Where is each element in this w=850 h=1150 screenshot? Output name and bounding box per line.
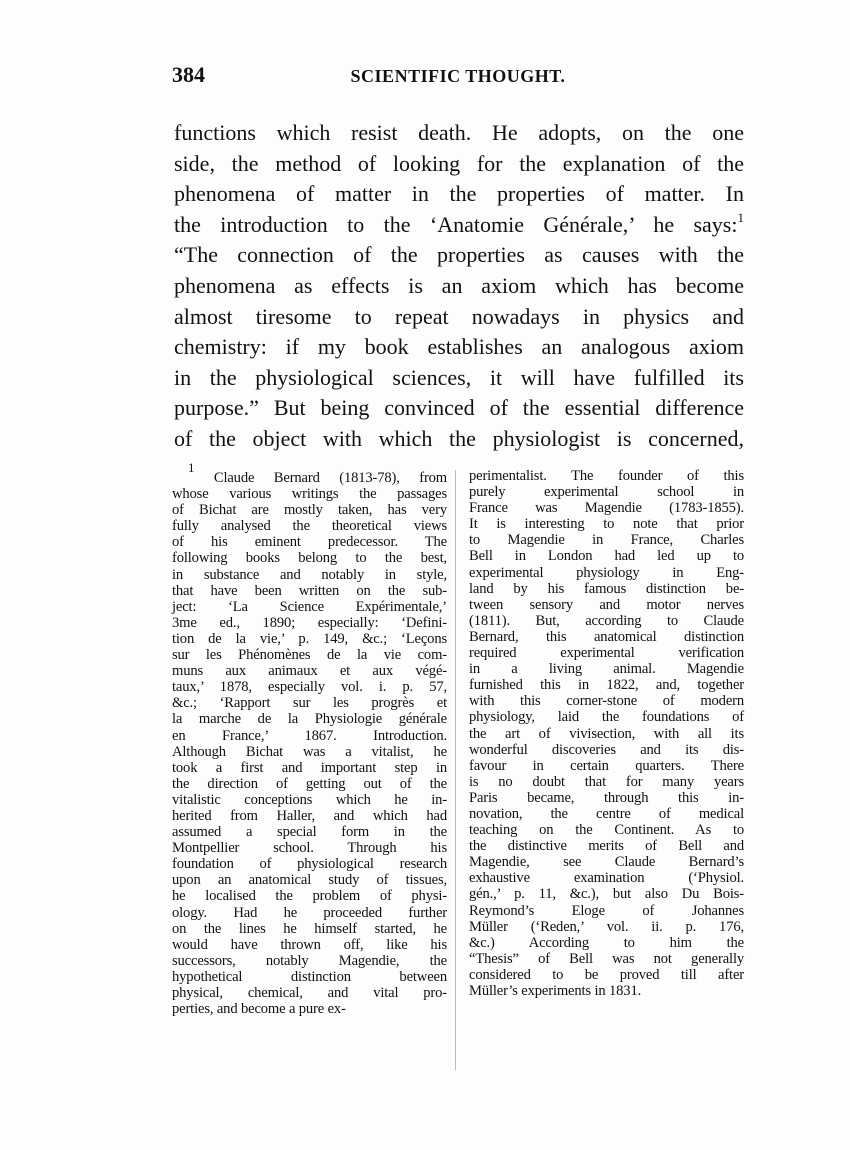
- body-line-with-footnote-ref: [174, 210, 744, 241]
- footnote-line: novation, the centre of medical: [469, 805, 744, 822]
- footnote-line: “Thesis” of Bell was not generally: [469, 950, 744, 967]
- footnote-line: perimentalist. The founder of this: [469, 468, 744, 484]
- running-head: SCIENTIFIC THOUGHT.: [350, 66, 566, 86]
- footnote-line: favour in certain quarters. There: [469, 757, 744, 774]
- footnote-line: &c.) According to him the: [469, 934, 744, 951]
- body-line: functions which resist death. He adopts, on the one: [174, 120, 744, 145]
- footnote-line: France was Magendie (1783-1855).: [469, 500, 744, 517]
- footnote-line: wonderful discoveries and its dis-: [469, 741, 744, 758]
- footnote-line: assumed a special form in the: [172, 824, 447, 841]
- footnote-line: &c.; ‘Rapport sur les progrès et: [172, 695, 447, 712]
- footnote-line: sur les Phénomènes de la vie com-: [172, 647, 447, 664]
- footnote-line: fully analysed the theoretical views: [172, 518, 447, 535]
- footnote-line: furnished this in 1822, and, together: [469, 677, 744, 694]
- footnote-line: whose various writings the passages: [172, 486, 447, 503]
- footnote-line: (1811). But, according to Claude: [469, 612, 744, 629]
- footnote-line: following books belong to the best,: [172, 550, 447, 567]
- body-line: the introduction to the ‘Anatomie Générale,’ he says:: [174, 211, 738, 237]
- footnote-line: 3me ed., 1890; especially: ‘Defini-: [172, 614, 447, 631]
- footnote-line: to Magendie in France, Charles: [469, 532, 744, 549]
- footnote-line: Montpellier school. Through his: [172, 840, 447, 857]
- footnote-line: physical, chemical, and vital pro-: [172, 985, 447, 1001]
- footnote-line: of Bichat are mostly taken, has very: [172, 502, 447, 519]
- footnote-marker: 1: [188, 460, 195, 475]
- body-line: purpose.” But being convinced of the essential difference: [174, 395, 744, 421]
- footnote-ref: 1: [737, 209, 744, 225]
- footnote-line: en France,’ 1867. Introduction.: [172, 727, 447, 744]
- column-divider: [455, 470, 456, 1070]
- footnote-line: foundation of physiological research: [172, 856, 447, 873]
- body-text: [174, 118, 744, 455]
- footnote-line: exhaustive examination (‘Physiol.: [469, 870, 744, 887]
- footnote-line: with this corner-stone of modern: [469, 693, 744, 710]
- body-line: in the physiological sciences, it will have fulfilled its: [174, 364, 744, 390]
- footnote-line: Reymond’s Eloge of Johannes: [469, 902, 744, 919]
- footnote-line: It is interesting to note that prior: [469, 516, 744, 533]
- footnote-line: that have been written on the sub-: [172, 582, 447, 599]
- footnote-line: land by his famous distinction be-: [469, 580, 744, 597]
- footnote-right-column: [469, 468, 744, 999]
- footnote-line: Bell in London had led up to: [469, 548, 744, 565]
- footnote-line: Paris became, through this in-: [469, 789, 744, 806]
- footnote-line: vitalistic conceptions which he in-: [172, 791, 447, 808]
- body-line: chemistry: if my book establishes an analogous axiom: [174, 334, 744, 360]
- body-line: “The connection of the properties as causes with the: [174, 242, 744, 268]
- footnote-line: purely experimental school in: [469, 484, 744, 501]
- footnote-line: the art of vivisection, with all its: [469, 725, 744, 742]
- footnote-line: Müller (‘Reden,’ vol. ii. p. 176,: [469, 918, 744, 935]
- footnote-line: [172, 460, 447, 486]
- body-line: almost tiresome to repeat nowadays in physics and: [174, 303, 744, 329]
- footnote-line: the direction of getting out of the: [172, 775, 447, 792]
- footnote-line: experimental physiology in Eng-: [469, 564, 744, 581]
- footnote-line: ology. Had he proceeded further: [172, 904, 447, 921]
- footnote-line: gén.,’ p. 11, &c.), but also Du Bois-: [469, 886, 744, 903]
- page-number: 384: [172, 62, 205, 87]
- footnote-line: Bernard, this anatomical distinction: [469, 628, 744, 645]
- footnote-line: la marche de la Physiologie générale: [172, 711, 447, 728]
- footnote-line: took a first and important step in: [172, 759, 447, 776]
- footnote-line: teaching on the Continent. As to: [469, 822, 744, 839]
- footnote-line: tween sensory and motor nerves: [469, 596, 744, 613]
- footnote-line: in a living animal. Magendie: [469, 661, 744, 678]
- footnote-line: he localised the problem of physi-: [172, 888, 447, 905]
- footnote-line: hypothetical distinction between: [172, 968, 447, 985]
- footnote-line: in substance and notably in style,: [172, 566, 447, 583]
- footnote-line: considered to be proved till after: [469, 966, 744, 983]
- footnote-line: upon an anatomical study of tissues,: [172, 872, 447, 889]
- footnote-line: physiology, laid the foundations of: [469, 709, 744, 726]
- footnote-line: required experimental verification: [469, 645, 744, 662]
- footnote-line: tion de la vie,’ p. 149, &c.; ‘Leçons: [172, 630, 447, 647]
- footnote-line: taux,’ 1878, especially vol. i. p. 57,: [172, 679, 447, 696]
- page-header: [172, 62, 744, 96]
- footnote-line: ject: ‘La Science Expérimentale,’: [172, 598, 447, 615]
- footnote-line: is no doubt that for many years: [469, 773, 744, 790]
- body-line: side, the method of looking for the explanation of the: [174, 150, 744, 176]
- footnote-line: on the lines he himself started, he: [172, 920, 447, 937]
- footnote-left-column: [172, 460, 447, 1018]
- footnote-line: successors, notably Magendie, the: [172, 952, 447, 969]
- body-line: of the object with which the physiologist is concerned,: [174, 425, 744, 451]
- body-line: phenomena as effects is an axiom which has become: [174, 272, 744, 298]
- footnote-line: Müller’s experiments in 1831.: [469, 983, 642, 999]
- footnote-text: Claude Bernard (1813-78), from: [213, 470, 447, 486]
- footnote-line: Although Bichat was a vitalist, he: [172, 743, 447, 760]
- body-line: phenomena of matter in the properties of matter. In: [174, 181, 744, 207]
- footnote-line: herited from Haller, and which had: [172, 807, 447, 824]
- footnote-line: the distinctive merits of Bell and: [469, 838, 744, 855]
- footnote-line: of his eminent predecessor. The: [172, 534, 447, 551]
- footnote-line: muns aux animaux et aux végé-: [172, 663, 447, 680]
- footnote-line: Magendie, see Claude Bernard’s: [469, 854, 744, 871]
- footnote-line: would have thrown off, like his: [172, 936, 447, 953]
- footnote-line: perties, and become a pure ex-: [172, 1001, 346, 1018]
